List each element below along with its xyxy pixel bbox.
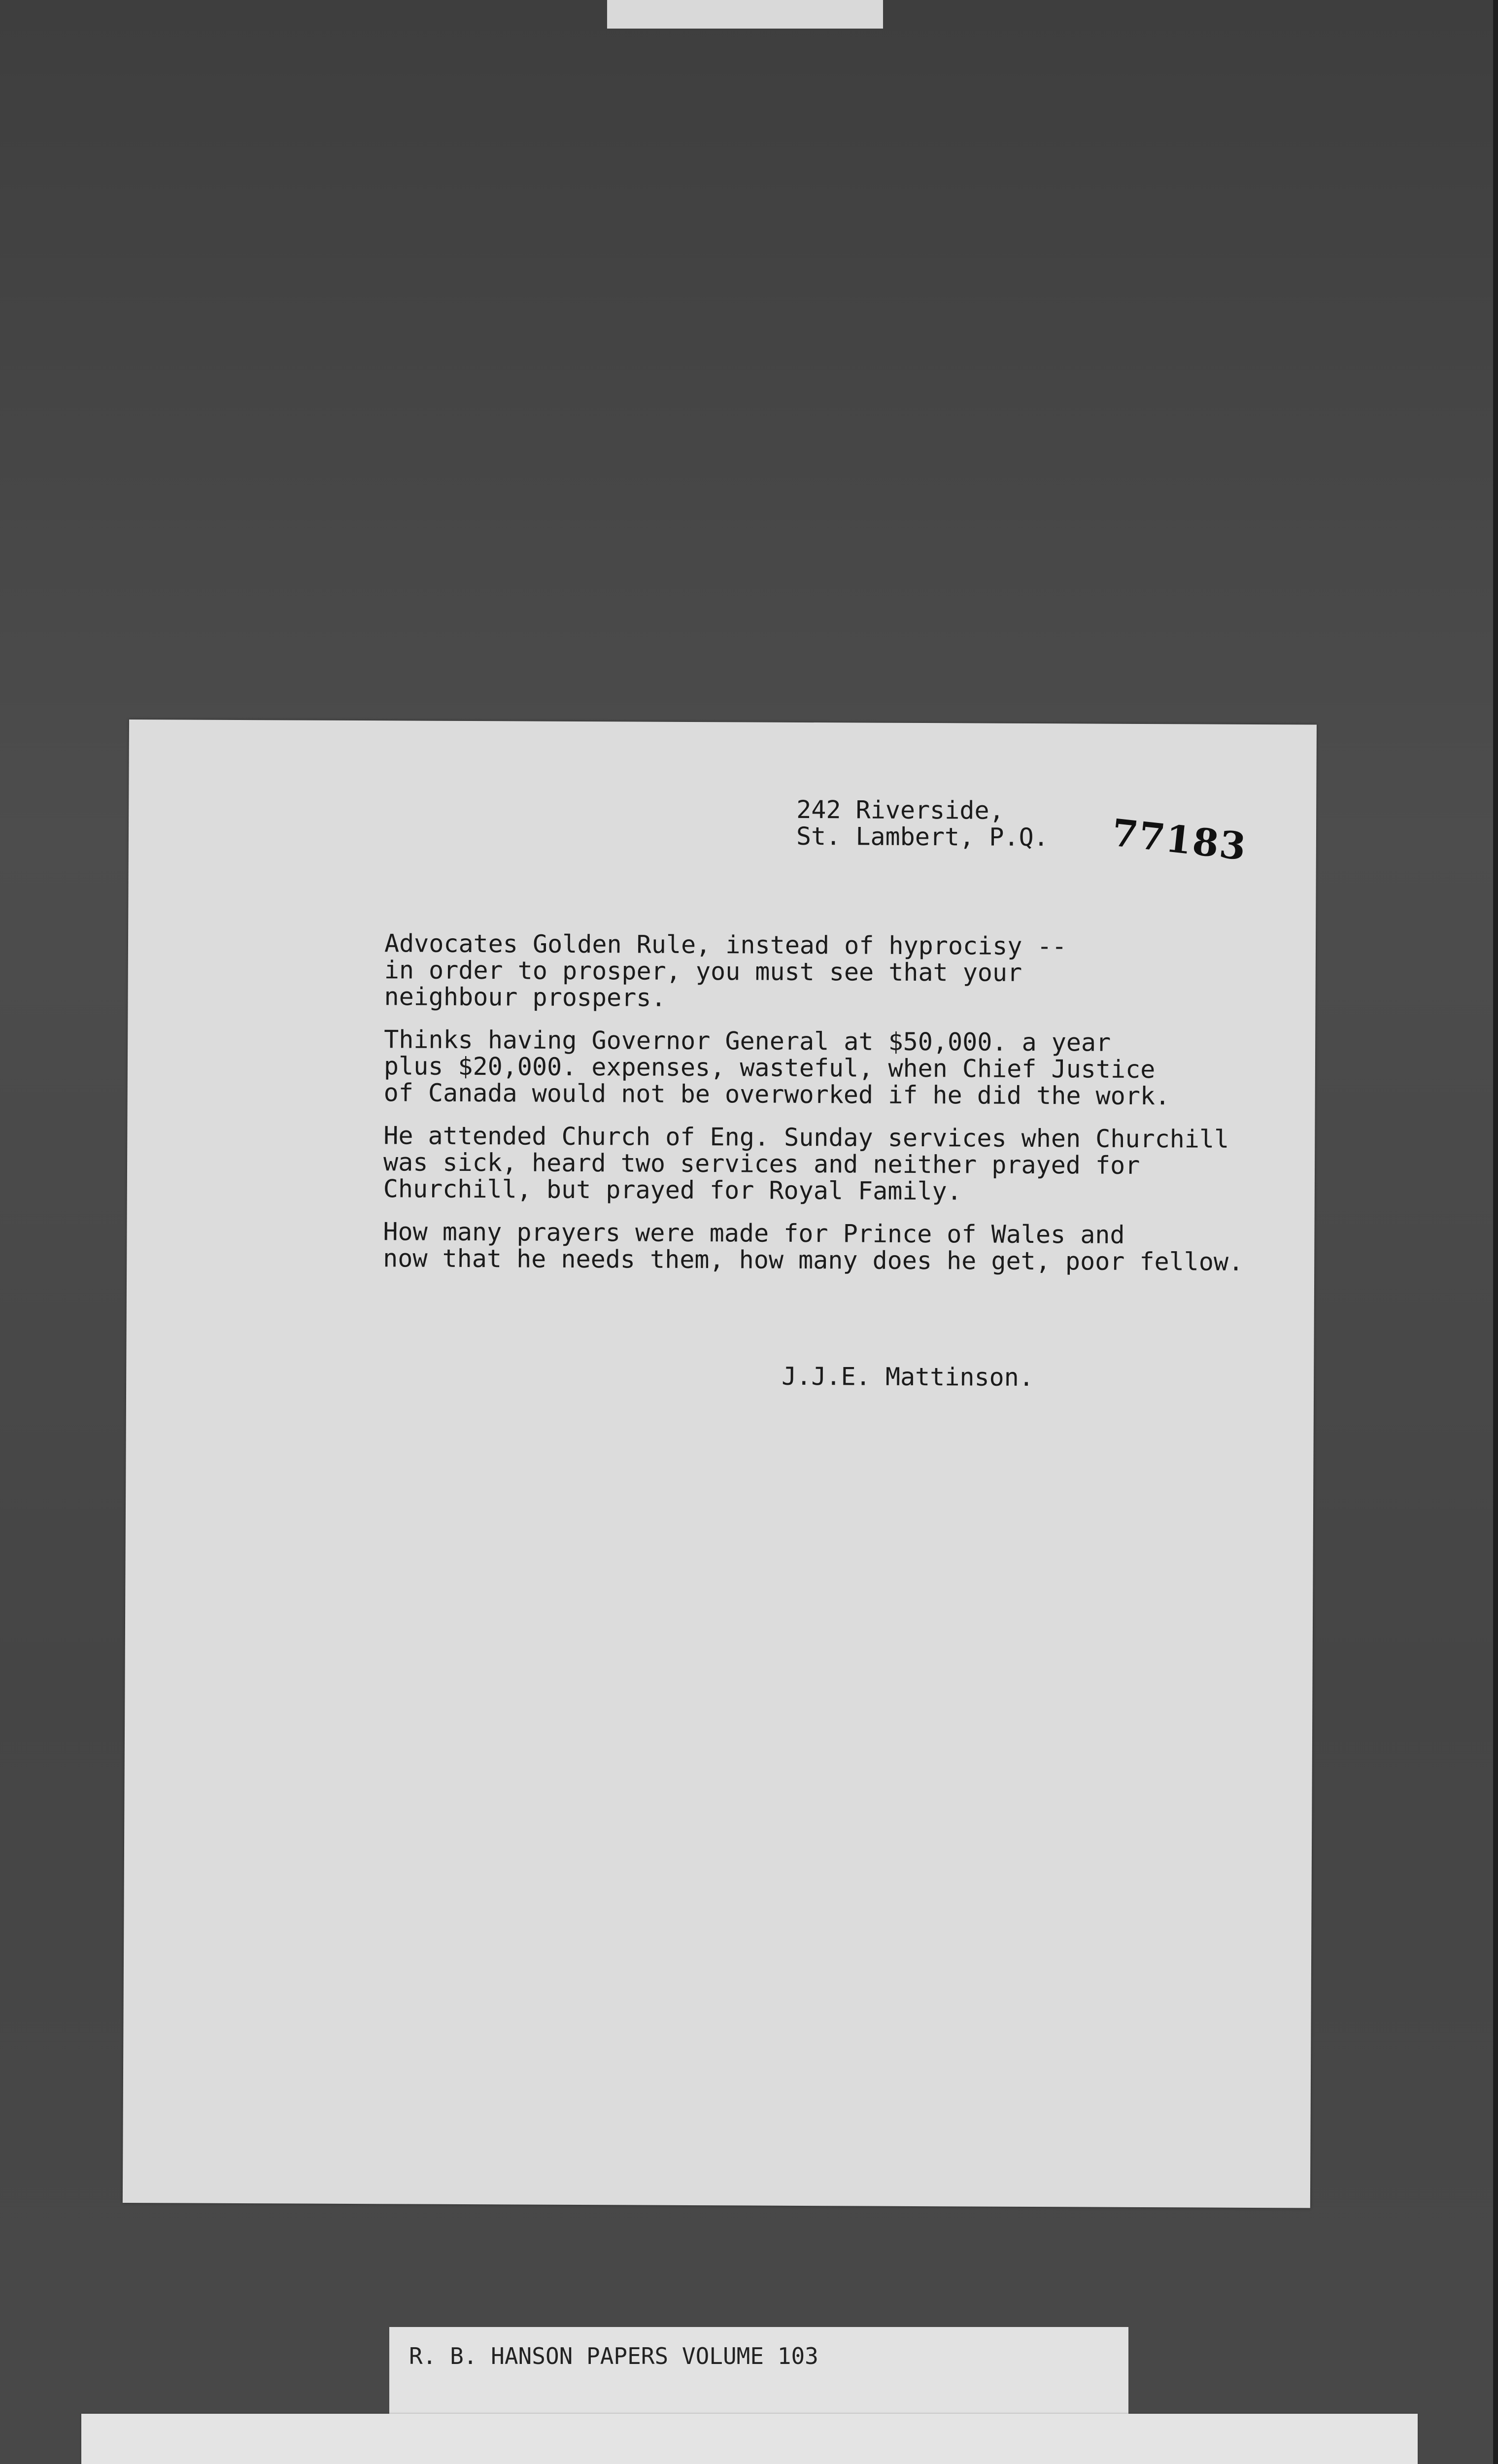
- sender-address: [796, 796, 1049, 851]
- address-line-2: St. Lambert, P.Q.: [796, 821, 1049, 852]
- letter-paragraph: Advocates Golden Rule, instead of hyprocisy -- in order to prosper, you must see that your neighbour prospers.: [384, 929, 1067, 1012]
- film-edge-border: [1493, 0, 1498, 2464]
- film-edge-strip: [607, 0, 883, 29]
- letter-paragraph: How many prayers were made for Prince of Wales and now that he needs them, how many does he get, poor fellow.: [383, 1217, 1244, 1276]
- address-line-1: 242 Riverside,: [796, 795, 1004, 825]
- letter-page: [123, 719, 1317, 2208]
- signature: J.J.E. Mattinson.: [782, 1362, 1034, 1392]
- letter-paragraph: Thinks having Governor General at $50,000. a year plus $20,000. expenses, wasteful, when Chief Justice of Canada would not be overworked if he did the work.: [383, 1025, 1170, 1111]
- letter-paragraph: He attended Church of Eng. Sunday services when Churchill was sick, heard two services and neither prayed for Churchill, but prayed for Royal Family.: [383, 1121, 1229, 1206]
- archives-card: [81, 2414, 1418, 2464]
- volume-label: R. B. HANSON PAPERS VOLUME 103: [389, 2327, 1128, 2430]
- reference-number-stamp: 77183: [1109, 810, 1249, 869]
